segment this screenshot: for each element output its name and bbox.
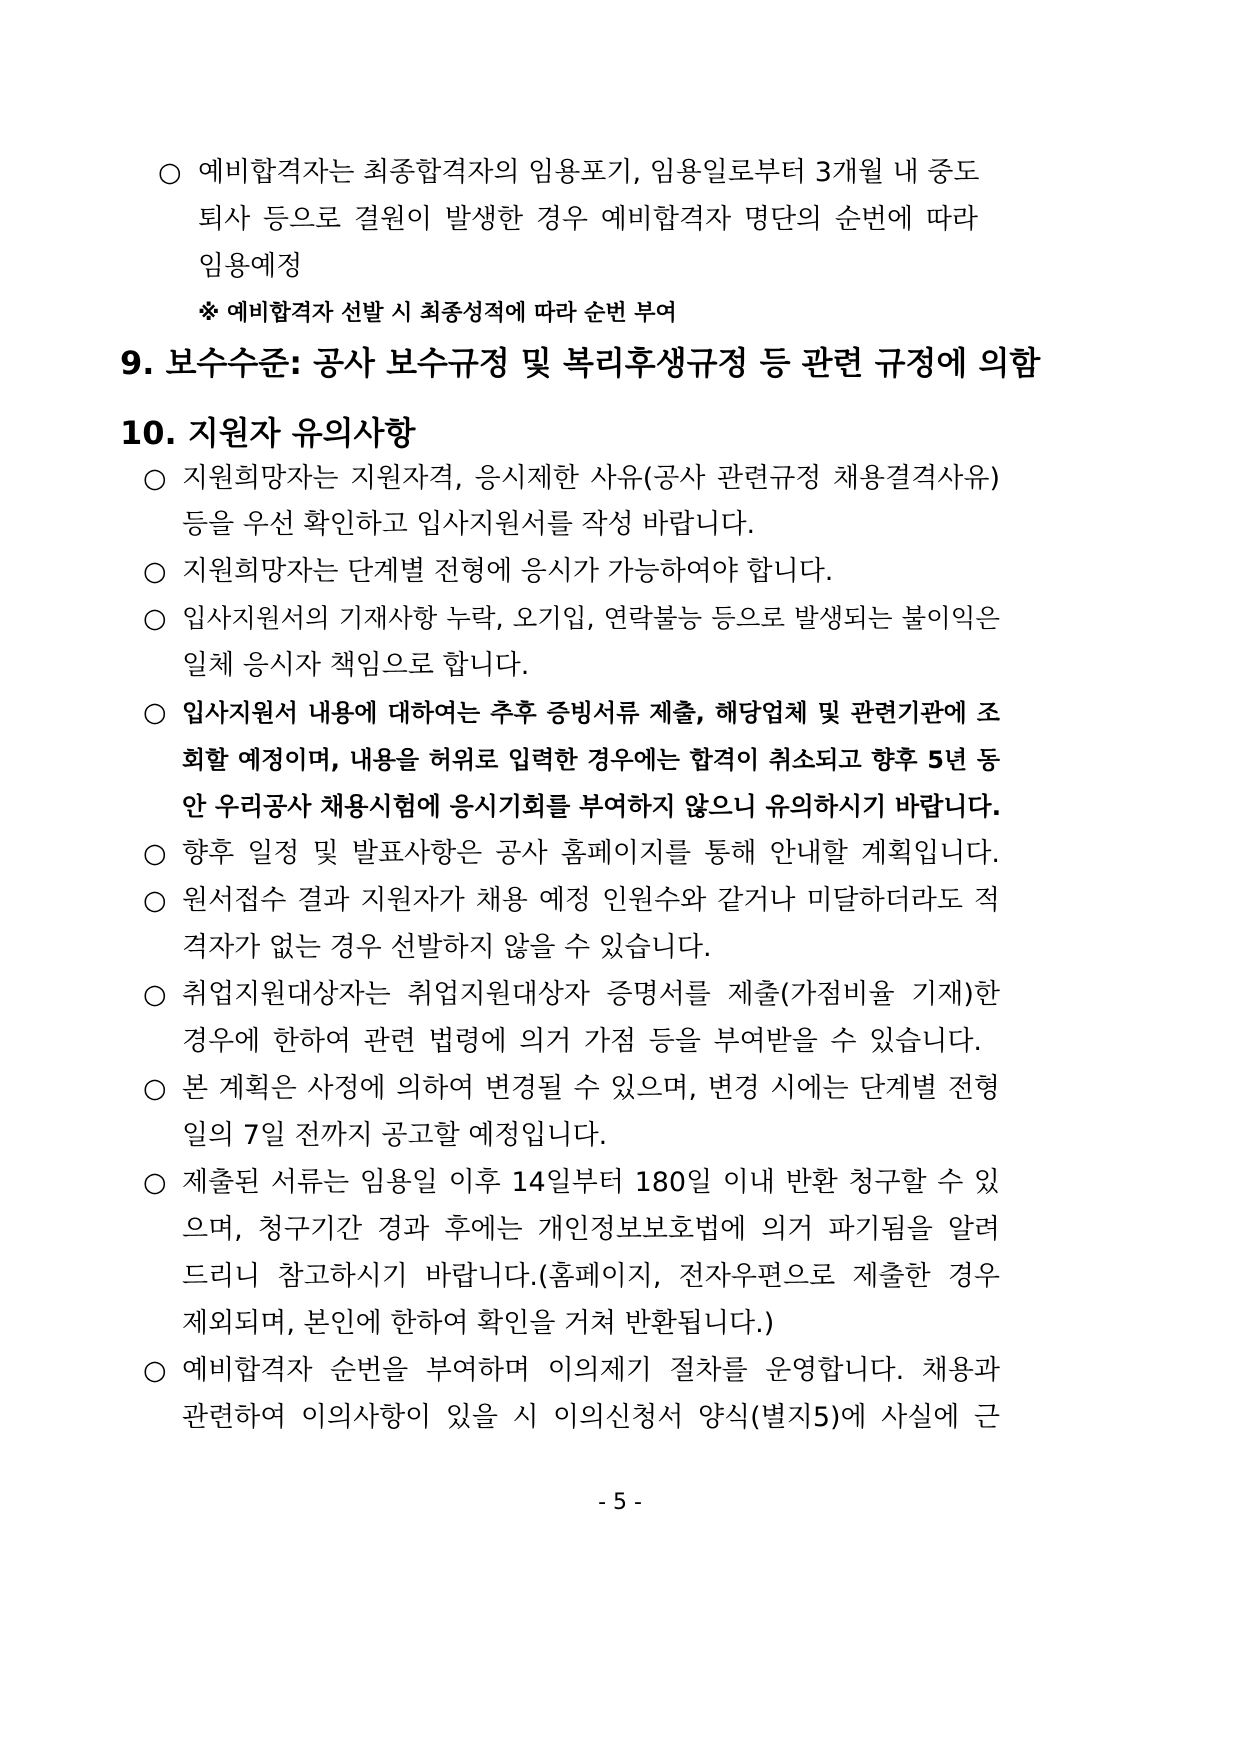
item-9-line-2: 으며, 청구기간 경과 후에는 개인정보보호법에 의거 파기됨을 알려 bbox=[182, 1214, 1000, 1245]
prev-item-line-3: 임용예정 bbox=[198, 251, 303, 282]
item-4-line-3: 안 우리공사 채용시험에 응시기회를 부여하지 않으니 유의하시기 바랍니다. bbox=[182, 792, 1002, 821]
item-8-line-2: 일의 7일 전까지 공고할 예정입니다. bbox=[182, 1120, 608, 1151]
prev-item-note: ※ 예비합격자 선발 시 최종성적에 따라 순번 부여 bbox=[198, 301, 677, 326]
bullet-circle-icon: ○ bbox=[143, 1167, 167, 1198]
section-9-heading: 9. 보수수준: 공사 보수규정 및 복리후생규정 등 관련 규정에 의함 bbox=[120, 344, 1041, 382]
item-6-line-1: 원서접수 결과 지원자가 채용 예정 인원수와 같거나 미달하더라도 적 bbox=[182, 885, 1000, 916]
item-4-line-2: 회할 예정이며, 내용을 허위로 입력한 경우에는 합격이 취소되고 향후 5년 동 bbox=[182, 746, 1000, 774]
item-3-line-1: 입사지원서의 기재사항 누락, 오기입, 연락불능 등으로 발생되는 불이익은 bbox=[182, 604, 1000, 634]
bullet-circle-icon: ○ bbox=[143, 556, 167, 587]
item-2-line-1: 지원희망자는 단계별 전형에 응시가 가능하여야 합니다. bbox=[182, 556, 834, 587]
prev-item-line-1: 예비합격자는 최종합격자의 임용포기, 임용일로부터 3개월 내 중도 bbox=[198, 157, 980, 188]
section-10-heading: 10. 지원자 유의사항 bbox=[120, 414, 416, 452]
item-7-line-1: 취업지원대상자는 취업지원대상자 증명서를 제출(가점비율 기재)한 bbox=[182, 979, 1000, 1010]
bullet-circle-icon: ○ bbox=[158, 157, 182, 188]
bullet-circle-icon: ○ bbox=[143, 603, 167, 634]
item-1-line-1: 지원희망자는 지원자격, 응시제한 사유(공사 관련규정 채용결격사유) bbox=[182, 463, 1000, 494]
item-10-line-2: 관련하여 이의사항이 있을 시 이의신청서 양식(별지5)에 사실에 근 bbox=[182, 1402, 1000, 1433]
item-1-line-2: 등을 우선 확인하고 입사지원서를 작성 바랍니다. bbox=[182, 509, 756, 540]
item-3-line-2: 일체 응시자 책임으로 합니다. bbox=[182, 650, 530, 681]
bullet-circle-icon: ○ bbox=[143, 697, 167, 728]
bullet-circle-icon: ○ bbox=[143, 885, 167, 916]
bullet-circle-icon: ○ bbox=[143, 463, 167, 494]
item-9-line-4: 제외되며, 본인에 한하여 확인을 거쳐 반환됩니다.) bbox=[182, 1308, 775, 1339]
item-8-line-1: 본 계획은 사정에 의하여 변경될 수 있으며, 변경 시에는 단계별 전형 bbox=[182, 1073, 1000, 1104]
bullet-circle-icon: ○ bbox=[143, 1073, 167, 1104]
page-number: - 5 - bbox=[598, 1490, 642, 1515]
item-9-line-1: 제출된 서류는 임용일 이후 14일부터 180일 이내 반환 청구할 수 있 bbox=[182, 1167, 1000, 1198]
bullet-circle-icon: ○ bbox=[143, 979, 167, 1010]
item-7-line-2: 경우에 한하여 관련 법령에 의거 가점 등을 부여받을 수 있습니다. bbox=[182, 1026, 982, 1057]
prev-item-line-2: 퇴사 등으로 결원이 발생한 경우 예비합격자 명단의 순번에 따라 bbox=[198, 204, 978, 235]
item-5-line-1: 향후 일정 및 발표사항은 공사 홈페이지를 통해 안내할 계획입니다. bbox=[182, 838, 1000, 869]
bullet-circle-icon: ○ bbox=[143, 838, 167, 869]
item-4-line-1: 입사지원서 내용에 대하여는 추후 증빙서류 제출, 해당업체 및 관련기관에 조 bbox=[182, 699, 1000, 727]
bullet-circle-icon: ○ bbox=[143, 1355, 167, 1386]
item-10-line-1: 예비합격자 순번을 부여하며 이의제기 절차를 운영합니다. 채용과 bbox=[182, 1355, 1000, 1386]
item-9-line-3: 드리니 참고하시기 바랍니다.(홈페이지, 전자우편으로 제출한 경우 bbox=[182, 1261, 1000, 1292]
item-6-line-2: 격자가 없는 경우 선발하지 않을 수 있습니다. bbox=[182, 932, 712, 963]
